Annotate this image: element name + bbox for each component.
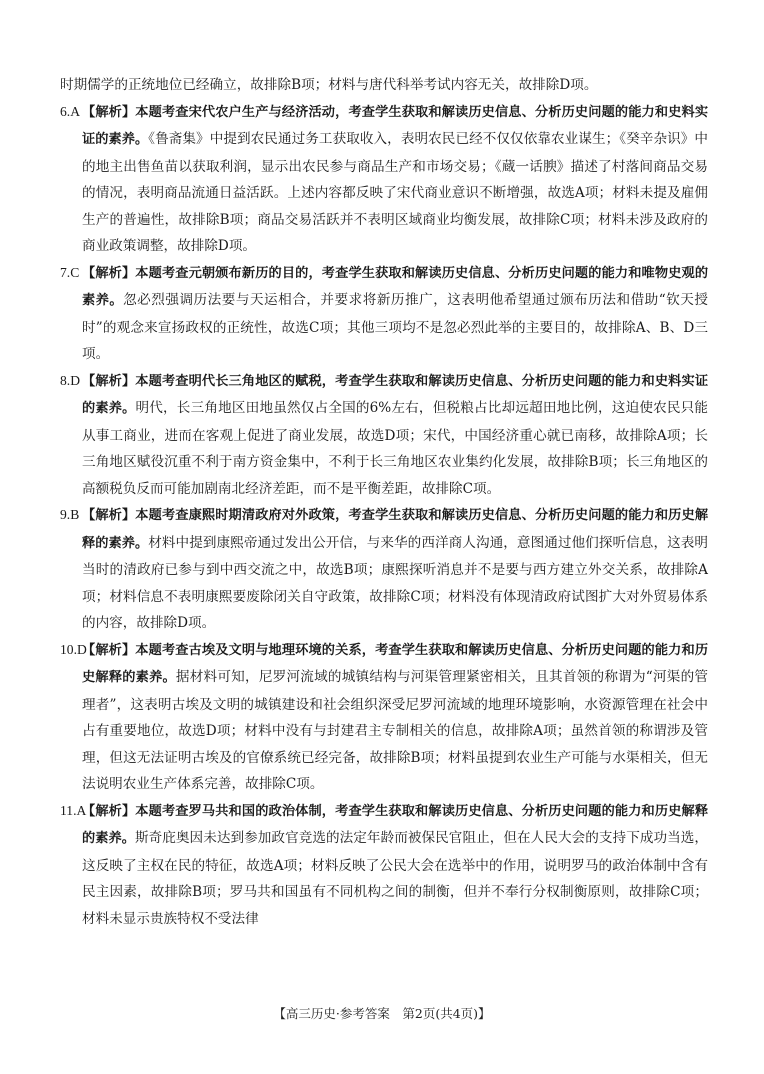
answer-list — [60, 99, 708, 933]
page-footer: 【高三历史·参考答案 第2页(共4页)】 — [273, 1006, 491, 1021]
analysis-label: 【解析】 — [82, 265, 136, 281]
analysis-label: 【解析】 — [82, 104, 136, 120]
answer-item — [60, 368, 708, 503]
analysis-label: 【解析】 — [82, 508, 136, 523]
answer-item — [60, 99, 708, 260]
continued-paragraph: 时期儒学的正统地位已经确立，故排除B项；材料与唐代科举考试内容无关，故排除D项。 — [60, 77, 598, 93]
answer-item — [60, 260, 708, 368]
item-body: 忽必烈强调历法要与天运相合，并要求将新历推广，这表明他希望通过颁布历法和借助“钦天授时”的观念来宣扬政权的正统性，故选C项；其他三项均不是忽必烈此举的主要目的，故排除A、B、D三项。 — [82, 292, 708, 362]
answer-number: 10.D — [60, 641, 87, 657]
item-heading: 本题考查古埃及文明与地理环境的关系，考查学生获取和解读历史信息、分析历史问题的能力和历史解释的素养。 — [82, 642, 709, 685]
answer-item — [60, 798, 708, 933]
item-body: 斯奇庇奥因未达到参加政官竞选的法定年龄而被保民官阻止，但在人民大会的支持下成功当选，这反映了主权在民的特征，故选A项；材料反映了公民大会在选举中的作用，说明罗马的政治体制中含有民主因素，故排除B项；罗马共和国虽有不同机构之间的制衡，但并不奉行分权制衡原则，故排除C项；材料未显示贵族特权不受法律 — [82, 830, 709, 927]
analysis-label: 【解析】 — [82, 642, 136, 658]
answer-item — [60, 637, 708, 798]
item-heading: 本题考查明代长三角地区的赋税，考查学生获取和解读历史信息、分析历史问题的能力和史料实证的素养。 — [82, 373, 709, 416]
item-heading: 本题考查元朝颁布新历的目的，考查学生获取和解读历史信息、分析历史问题的能力和唯物史观的素养。 — [82, 265, 709, 308]
answer-number: 8.D — [60, 372, 81, 388]
answer-item — [60, 502, 708, 637]
item-body: 据材料可知，尼罗河流域的城镇结构与河渠管理紧密相关，且其首领的称谓为“河渠的管理者”，这表明古埃及文明的城镇建设和社会组织深受尼罗河流域的地理环境影响，水资源管理在社会中占有重要地位，故选D项；材料中没有与封建君主专制相关的信息，故排除A项；虽然首领的称谓涉及管理，但这无法证明古埃及的官僚系统已经完备，故排除B项；材料虽提到农业生产可能与水渠相关，但无法说明农业生产体系完善，故排除C项。 — [82, 669, 709, 792]
item-body: 《鲁斋集》中提到农民通过务工获取收入，表明农民已经不仅仅依靠农业谋生；《癸辛杂识》中的地主出售鱼苗以获取利润，显示出农民参与商品生产和市场交易；《蔵一话腴》描述了村落间商品交易的情况，表明商品流通日益活跃。上述内容都反映了宋代商业意识不断增强，故选A项；材料未提及雇佣生产的普遍性，故排除B项；商品交易活跃并不表明区域商业均衡发展，故排除C项；材料未涉及政府的商业政策调整，故排除D项。 — [82, 131, 708, 254]
item-body: 明代，长三角地区田地虽然仅占全国的6%左右，但税粮占比却远超田地比例，这迫使农民只能从事工商业，进而在客观上促进了商业发展，故选D项；宋代，中国经济重心就已南移，故排除A项；长三角地区赋役沉重不利于南方资金集中，不利于长三角地区农业集约化发展，故排除B项；长三角地区的高额税负反而可能加剧南北经济差距，而不是平衡差距，故排除C项。 — [82, 400, 709, 497]
analysis-label: 【解析】 — [82, 373, 136, 389]
answer-number: 7.C — [60, 264, 80, 280]
answer-content — [60, 72, 708, 932]
answer-number: 9.B — [60, 507, 80, 522]
item-heading: 本题考查罗马共和国的政治体制，考查学生获取和解读历史信息、分析历史问题的能力和历史解释的素养。 — [82, 803, 709, 846]
item-heading: 本题考查康熙时期清政府对外政策，考查学生获取和解读历史信息、分析历史问题的能力和历史解释的素养。 — [82, 508, 709, 551]
item-body: 材料中提到康熙帝通过发出公开信，与来华的西洋商人沟通，意图通过他们探听信息，这表明当时的清政府已参与到中西交流之中，故选B项；康熙探听消息并不是要与西方建立外交关系，故排除A项；材料信息不表明康熙要废除闭关自守政策，故排除C项；材料没有体现清政府试图扩大对外贸易体系的内容，故排除D项。 — [82, 534, 709, 631]
analysis-label: 【解析】 — [82, 803, 136, 819]
answer-number: 6.A — [60, 103, 81, 119]
item-heading: 本题考查宋代农户生产与经济活动，考查学生获取和解读历史信息、分析历史问题的能力和史料实证的素养。 — [82, 104, 709, 147]
answer-number: 11.A — [60, 802, 87, 818]
